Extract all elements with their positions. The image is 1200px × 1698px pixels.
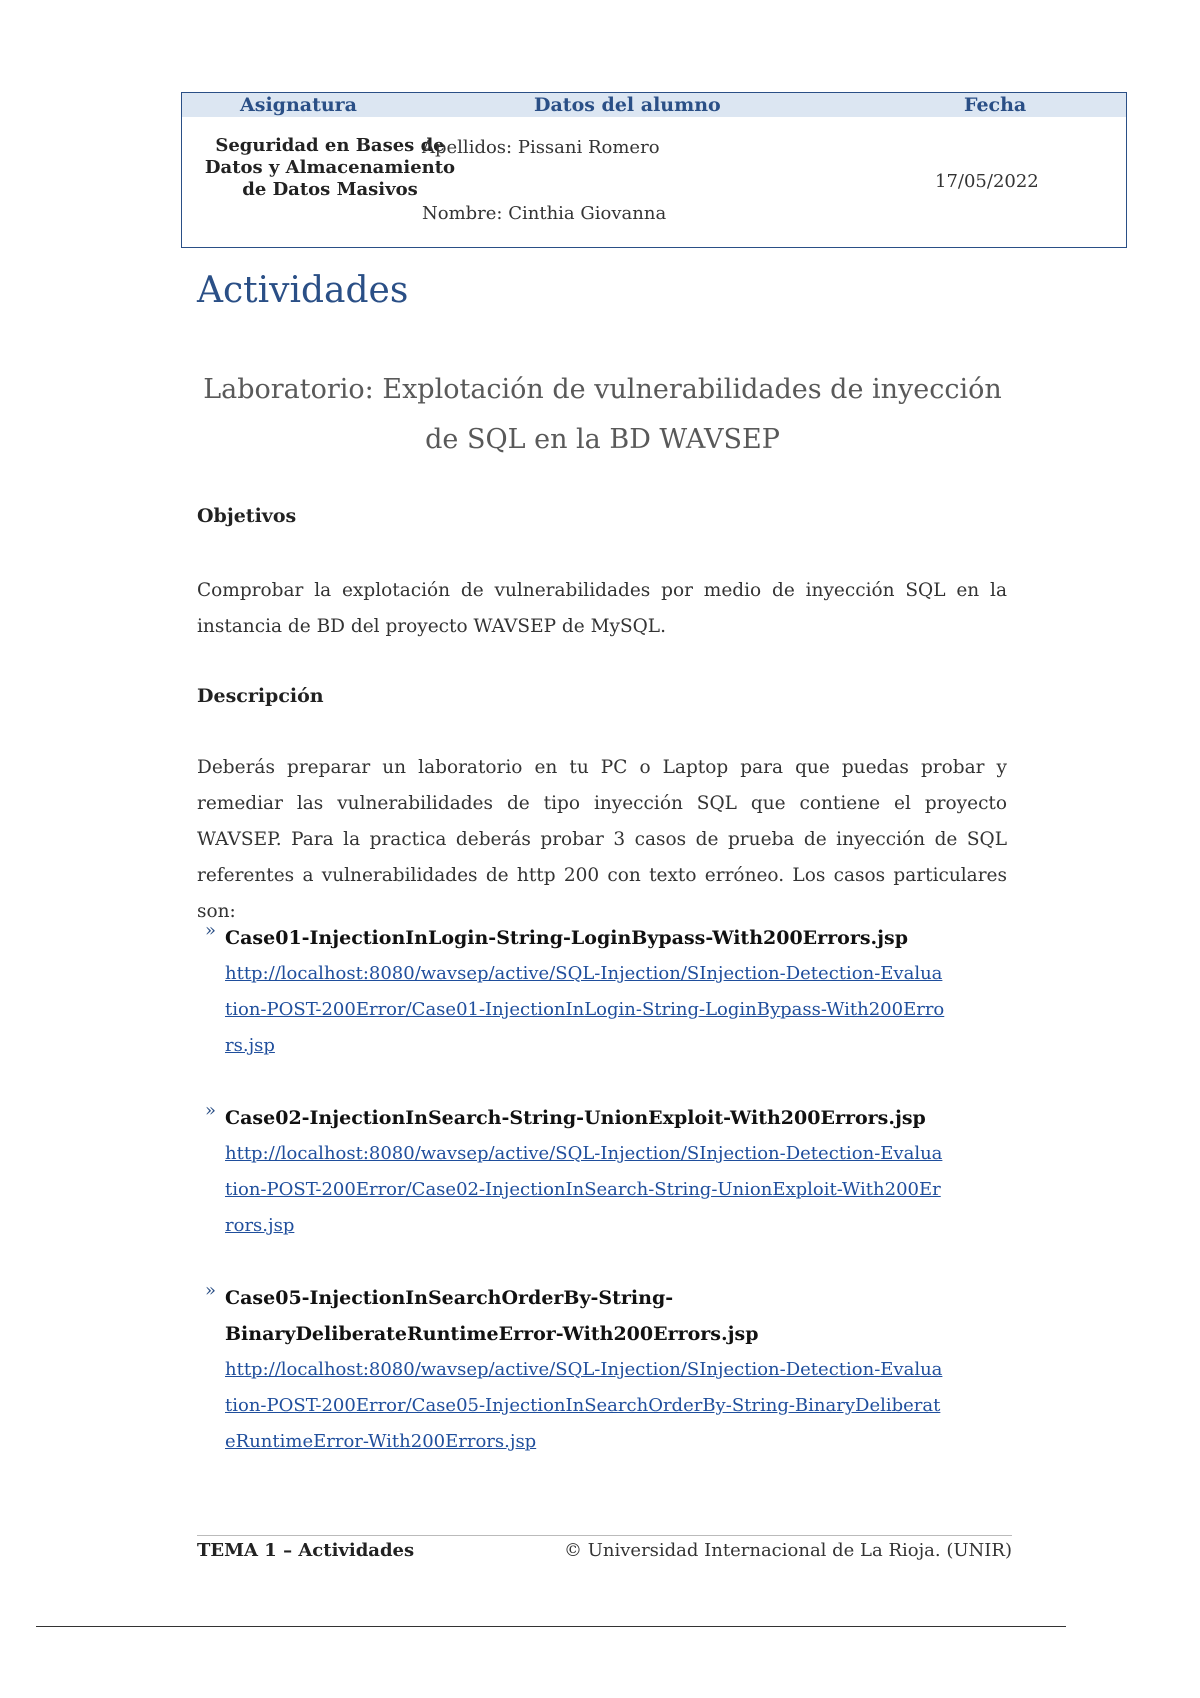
page-footer (197, 1535, 1012, 1560)
case-title: Case01-InjectionInLogin-String-LoginBypass-With200Errors.jsp (225, 927, 909, 949)
case-link[interactable]: http://localhost:8080/wavsep/active/SQL-Injection/SInjection-Detection-Evaluation-POST-200Error/Case05-InjectionInSearchOrderBy-String-BinaryDeliberateRuntimeError-With200Errors.jsp (225, 1359, 943, 1452)
objetivos-heading: Objetivos (197, 505, 297, 527)
header-col-asignatura: Asignatura (240, 94, 357, 116)
case-item (205, 920, 1005, 1064)
student-name: Nombre: Cinthia Giovanna (422, 203, 667, 224)
bottom-divider (36, 1626, 1066, 1627)
student-surname: Apellidos: Pissani Romero (422, 137, 660, 158)
bullet-icon: » (205, 1100, 217, 1121)
subject-name: Seguridad en Bases de Datos y Almacenamiento de Datos Masivos (204, 135, 456, 200)
bullet-icon: » (205, 1280, 217, 1301)
case-item (205, 1100, 1005, 1244)
footer-left: TEMA 1 – Actividades (197, 1540, 415, 1561)
header-table (181, 92, 1127, 248)
header-col-fecha: Fecha (964, 94, 1027, 116)
lab-title: Laboratorio: Explotación de vulnerabilidades de inyección de SQL en la BD WAVSEP (203, 374, 1002, 455)
objetivos-text: Comprobar la explotación de vulnerabilidades por medio de inyección SQL en la instancia de BD del proyecto WAVSEP de MySQL. (197, 580, 1007, 637)
case-link[interactable]: http://localhost:8080/wavsep/active/SQL-Injection/SInjection-Detection-Evaluation-POST-200Error/Case01-InjectionInLogin-String-LoginBypass-With200Errors.jsp (225, 963, 945, 1056)
case-title: Case05-InjectionInSearchOrderBy-String-BinaryDeliberateRuntimeError-With200Errors.jsp (225, 1287, 759, 1345)
case-item (205, 1280, 1005, 1460)
header-row (182, 93, 1126, 117)
page-title: Actividades (197, 270, 409, 311)
date-value: 17/05/2022 (935, 171, 1039, 192)
case-link[interactable]: http://localhost:8080/wavsep/active/SQL-Injection/SInjection-Detection-Evaluation-POST-200Error/Case02-InjectionInSearch-String-UnionExploit-With200Errors.jsp (225, 1143, 943, 1236)
bullet-icon: » (205, 920, 217, 941)
header-col-datos: Datos del alumno (534, 94, 721, 116)
footer-right: © Universidad Internacional de La Rioja. (UNIR) (564, 1540, 1012, 1561)
descripcion-heading: Descripción (197, 685, 324, 707)
case-title: Case02-InjectionInSearch-String-UnionExploit-With200Errors.jsp (225, 1107, 926, 1129)
descripcion-text: Deberás preparar un laboratorio en tu PC o Laptop para que puedas probar y remediar las vulnerabilidades de tipo inyección SQL que contiene el proyecto WAVSEP. Para la practica deberás probar 3 casos de prueba de inyección de SQL referentes a vulnerabilidades de http 200 con texto erróneo. Los casos particulares son: (197, 757, 1007, 922)
